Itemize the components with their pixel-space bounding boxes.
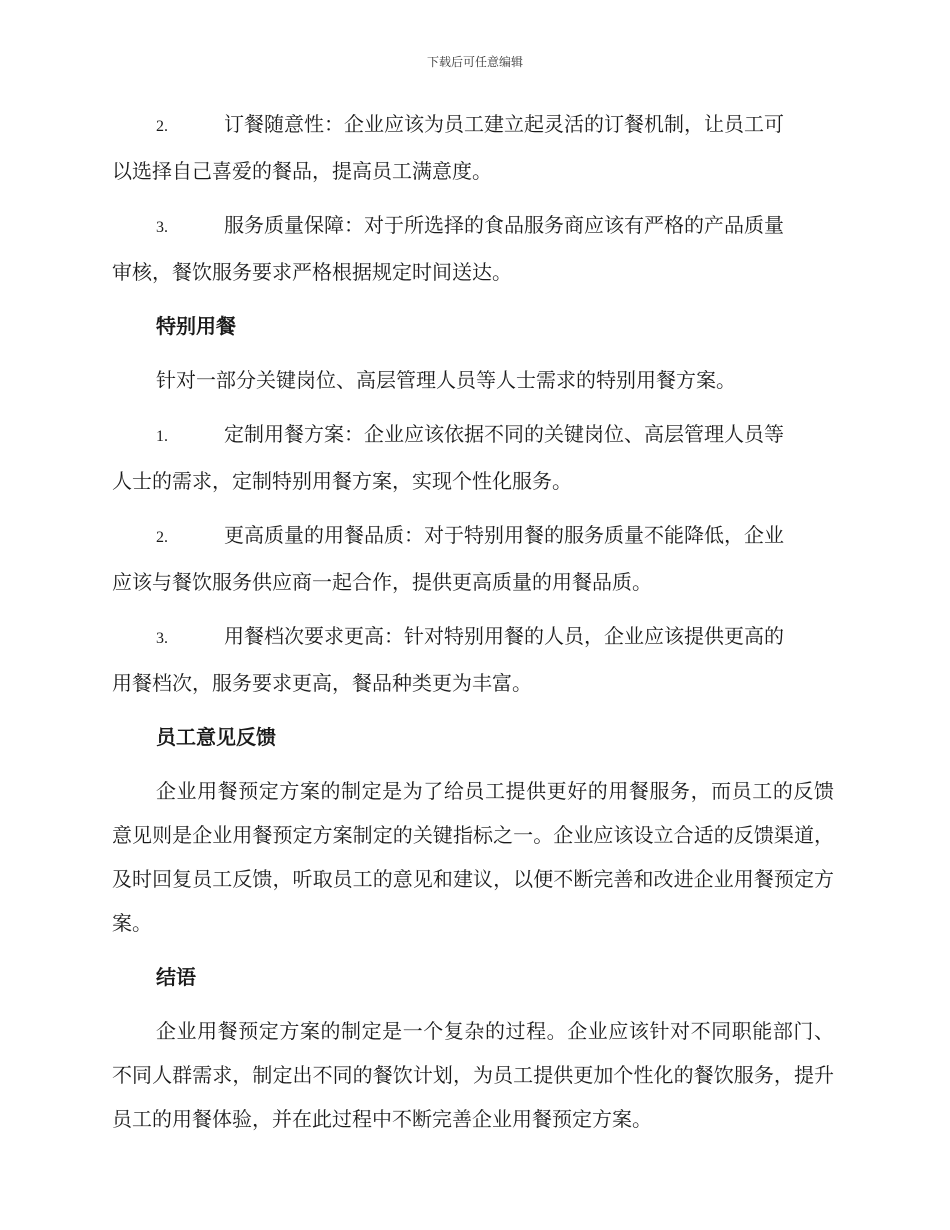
list-item-text: 订餐随意性：企业应该为员工建立起灵活的订餐机制，让员工可 bbox=[224, 112, 784, 136]
list-item bbox=[112, 102, 834, 193]
list-item-text: 用餐档次要求更高：针对特别用餐的人员，企业应该提供更高的 bbox=[224, 624, 784, 648]
list-item-continuation: 应该与餐饮服务供应商一起合作，提供更高质量的用餐品质。 bbox=[112, 570, 652, 594]
list-item-continuation: 审核，餐饮服务要求严格根据规定时间送达。 bbox=[112, 260, 512, 284]
list-item-continuation: 以选择自己喜爱的餐品，提高员工满意度。 bbox=[112, 159, 492, 183]
page-header: 下载后可任意编辑 bbox=[426, 55, 523, 69]
conclusion-paragraph: 企业用餐预定方案的制定是一个复杂的过程。企业应该针对不同职能部门、不同人群需求，制定出不同的餐饮计划，为员工提供更加个性化的餐饮服务，提升员工的用餐体验，并在此过程中不断完善企业用餐预定方案。 bbox=[112, 1019, 834, 1131]
section-heading-feedback: 员工意见反馈 bbox=[156, 725, 276, 749]
list-item bbox=[112, 513, 834, 604]
list-number: 3. bbox=[156, 630, 168, 647]
list-number: 2. bbox=[156, 118, 168, 135]
list-number: 2. bbox=[156, 529, 168, 546]
document-body bbox=[112, 102, 834, 1151]
list-item-text: 定制用餐方案：企业应该依据不同的关键岗位、高层管理人员等 bbox=[224, 422, 784, 446]
list-item bbox=[112, 614, 834, 705]
list-item-continuation: 用餐档次，服务要求更高，餐品种类更为丰富。 bbox=[112, 671, 532, 695]
section-heading-special-meals: 特别用餐 bbox=[156, 314, 236, 338]
list-item-text: 更高质量的用餐品质：对于特别用餐的服务质量不能降低，企业 bbox=[224, 523, 784, 547]
special-meals-intro: 针对一部分关键岗位、高层管理人员等人士需求的特别用餐方案。 bbox=[156, 368, 736, 392]
list-item-continuation: 人士的需求，定制特别用餐方案，实现个性化服务。 bbox=[112, 469, 572, 493]
list-item-text: 服务质量保障：对于所选择的食品服务商应该有严格的产品质量 bbox=[224, 213, 784, 237]
list-number: 3. bbox=[156, 219, 168, 236]
list-number: 1. bbox=[156, 428, 168, 445]
list-item bbox=[112, 203, 834, 294]
list-item bbox=[112, 412, 834, 503]
feedback-paragraph: 企业用餐预定方案的制定是为了给员工提供更好的用餐服务，而员工的反馈意见则是企业用餐预定方案制定的关键指标之一。企业应该设立合适的反馈渠道，及时回复员工反馈，听取员工的意见和建议，以便不断完善和改进企业用餐预定方案。 bbox=[112, 779, 834, 935]
section-heading-conclusion: 结语 bbox=[156, 965, 196, 989]
